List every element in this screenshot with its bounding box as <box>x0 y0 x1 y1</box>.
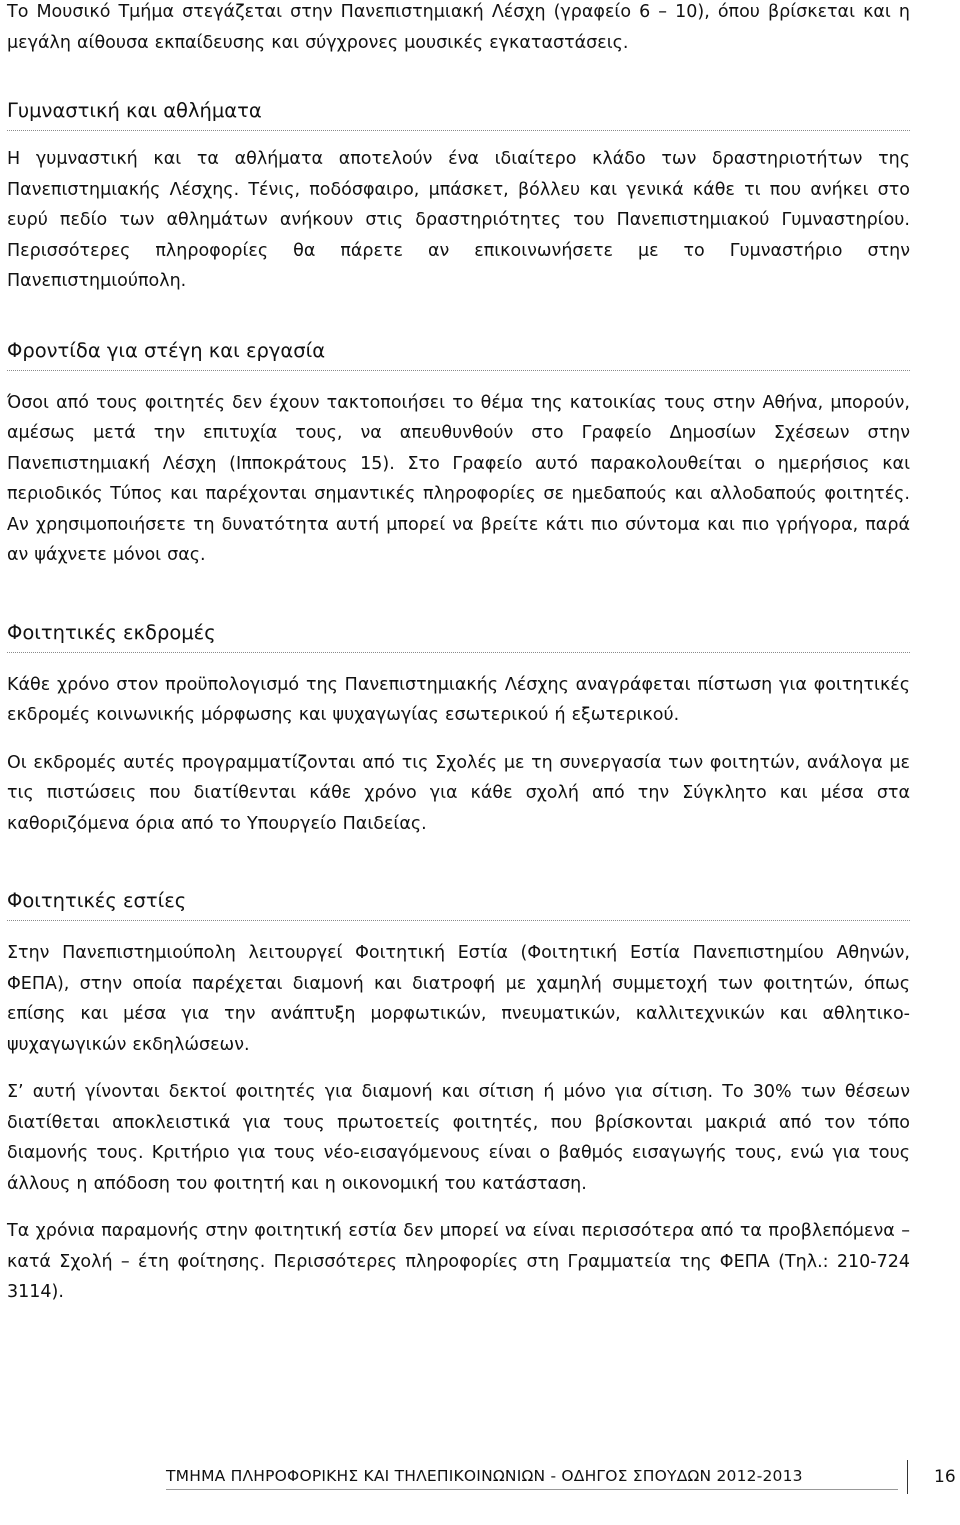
section-title-dormitories: Φοιτητικές εστίες <box>7 889 187 912</box>
section-title-sports: Γυμναστική και αθλήματα <box>7 99 262 122</box>
section-divider <box>7 920 910 921</box>
document-page <box>7 0 910 1308</box>
dormitories-paragraph-3: Τα χρόνια παραμονής στην φοιτητική εστία δεν μπορεί να είναι περισσότερα από τα προβλεπόμενα – κατά Σχολή – έτη φοίτησης. Περισσότερες πληροφορίες στη Γραμματεία της ΦΕΠΑ (Τηλ.: 210-724 3114). <box>7 1221 910 1302</box>
sports-paragraph: Η γυμναστική και τα αθλήματα αποτελούν ένα ιδιαίτερο κλάδο των δραστηριοτήτων της Πανεπιστημιακής Λέσχης. Τένις, ποδόσφαιρο, μπάσκετ, βόλλευ και γενικά κάθε τι που ανήκει στο ευρύ πεδίο των αθλημάτων ανήκουν στις δραστηριότητες του Πανεπιστημιακού Γυμναστηρίου. Περισσότερες πληροφορίες θα πάρετε αν επικοινωνήσετε με το Γυμναστήριο στην Πανεπιστημιούπολη. <box>7 149 910 291</box>
footer-divider <box>907 1460 908 1494</box>
section-divider <box>7 130 910 131</box>
section-title-excursions: Φοιτητικές εκδρομές <box>7 620 216 644</box>
dormitories-paragraph-1: Στην Πανεπιστημιούπολη λειτουργεί Φοιτητική Εστία (Φοιτητική Εστία Πανεπιστημίου Αθηνών, ΦΕΠΑ), στην οποία παρέχεται διαμονή και διατροφή με χαμηλή συμμετοχή των φοιτητών, όπως επίσης και μέσα για την ανάπτυξη μορφωτικών, πνευματικών, καλλιτεχνικών και αθλητικο-ψυχαγωγικών εκδηλώσεων. <box>7 943 910 1055</box>
housing-work-paragraph: Όσοι από τους φοιτητές δεν έχουν τακτοποιήσει το θέμα της κατοικίας τους στην Αθήνα, μπορούν, αμέσως μετά την επιτυχία τους, να απευθυνθούν στο Γραφείο Δημοσίων Σχέσεων στην Πανεπιστημιακή Λέσχη (Ιπποκράτους 15). Στο Γραφείο αυτό παρακολουθείται ο ημερήσιος και περιοδικός Τύπος και παρέχονται σημαντικές πληροφορίες σε ημεδαπούς και αλλοδαπούς φοιτητές. Αν χρησιμοποιήσετε τη δυνατότητα αυτή μπορεί να βρείτε κάτι πιο σύντομα και πιο γρήγορα, παρά αν ψάχνετε μόνοι σας. <box>7 392 910 565</box>
excursions-paragraph-2: Οι εκδρομές αυτές προγραμματίζονται από τις Σχολές με τη συνεργασία των φοιτητών, ανάλογα με τις πιστώσεις που διατίθενται κάθε χρόνο για κάθε σχολή από την Σύγκλητο και μέσα στα καθοριζόμενα όρια από το Υπουργείο Παιδείας. <box>7 752 910 834</box>
footer-title: ΤΜΗΜΑ ΠΛΗΡΟΦΟΡΙΚΗΣ ΚΑΙ ΤΗΛΕΠΙΚΟΙΝΩΝΙΩΝ - ΟΔΗΓΟΣ ΣΠΟΥΔΩΝ 2012-2013 <box>166 1467 803 1485</box>
page-number: 16 <box>934 1467 956 1487</box>
section-title-housing-work: Φροντίδα για στέγη και εργασία <box>7 338 326 362</box>
footer-rule <box>166 1489 898 1490</box>
intro-paragraph: Το Μουσικό Τμήμα στεγάζεται στην Πανεπιστημιακή Λέσχη (γραφείο 6 – 10), όπου βρίσκεται και η μεγάλη αίθουσα εκπαίδευσης και σύγχρονες μουσικές εγκαταστάσεις. <box>7 2 910 53</box>
section-divider <box>7 370 910 371</box>
dormitories-paragraph-2: Σ’ αυτή γίνονται δεκτοί φοιτητές για διαμονή και σίτιση ή μόνο για σίτιση. Το 30% των θέσεων διατίθεται αποκλειστικά για τους πρωτοετείς φοιτητές, που βρίσκονται μακριά από τον τόπο διαμονής τους. Κριτήριο για τους νέο-εισαγόμενους είναι ο βαθμός εισαγωγής τους, ενώ για τους άλλους η απόδοση του φοιτητή και η οικονομική του κατάσταση. <box>7 1082 910 1194</box>
section-divider <box>7 652 910 653</box>
excursions-paragraph-1: Κάθε χρόνο στον προϋπολογισμό της Πανεπιστημιακής Λέσχης αναγράφεται πίστωση για φοιτητικές εκδρομές κοινωνικής μόρφωσης και ψυχαγωγίας εσωτερικού ή εξωτερικού. <box>7 674 910 725</box>
page-footer <box>0 1460 960 1494</box>
